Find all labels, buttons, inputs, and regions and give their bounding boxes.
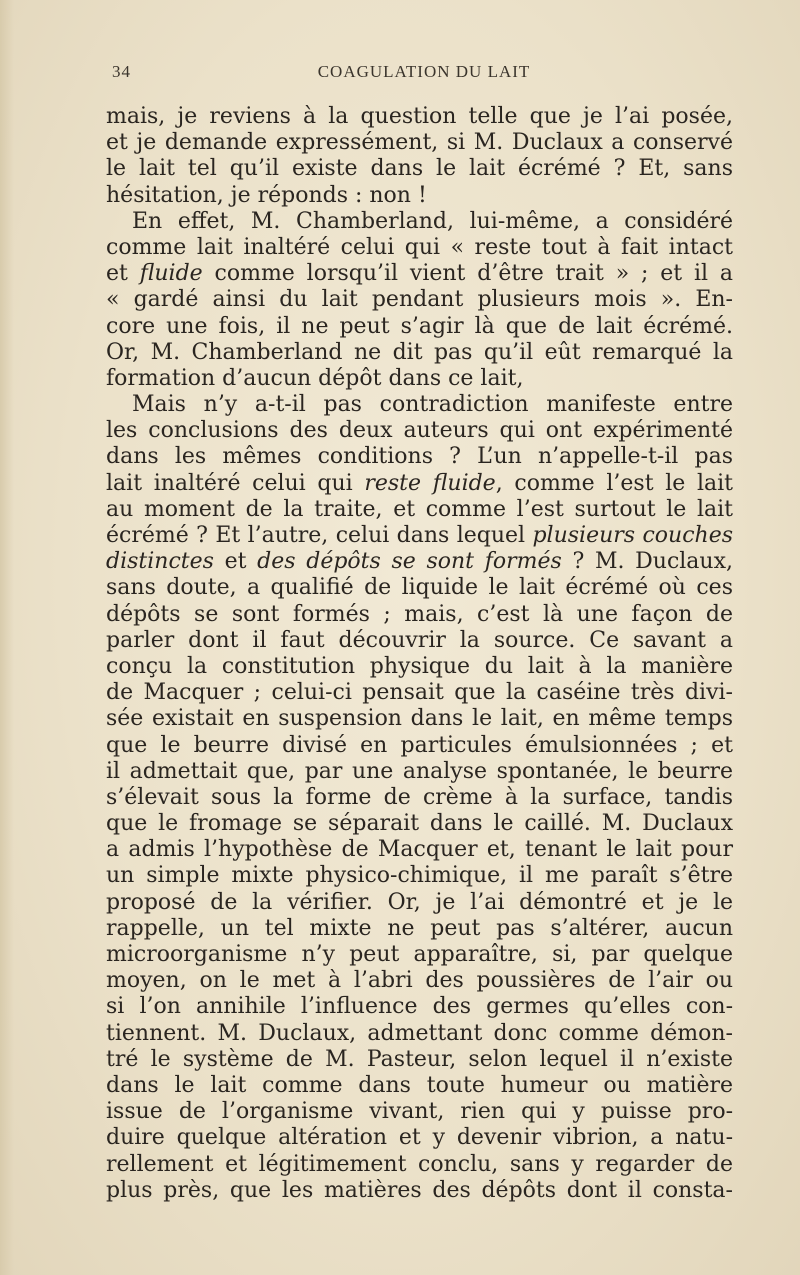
text-segment: Or, M. Chamberland ne dit pas qu’il eût remarqué la xyxy=(106,339,733,365)
text-line xyxy=(106,575,733,601)
text-segment: et je demande expressément, si M. Duclaux a conservé xyxy=(106,130,733,156)
text-line xyxy=(106,1125,733,1151)
italic-text: plusieurs couches xyxy=(532,523,734,548)
text-line xyxy=(106,444,733,470)
text-segment: parler dont il faut découvrir la source. Ce savant a xyxy=(106,627,733,653)
text-line xyxy=(106,706,733,732)
text-segment: il admettait que, par une analyse spontanée, le beurre xyxy=(106,758,733,784)
text-segment: et xyxy=(106,261,140,287)
text-segment: conçu la constitution physique du lait à la manière xyxy=(106,653,733,679)
text-line xyxy=(106,314,733,340)
text-segment: dans le lait comme dans toute humeur ou matière xyxy=(106,1072,733,1098)
text-line xyxy=(106,733,733,759)
text-segment: un simple mixte physico-chimique, il me paraît s’être xyxy=(106,863,733,889)
page-number: 34 xyxy=(112,62,131,81)
text-segment: et xyxy=(213,549,258,575)
text-line xyxy=(106,209,733,235)
body-text xyxy=(106,104,733,1204)
text-segment: que le fromage se séparait dans le caillé. M. Duclaux xyxy=(106,811,733,837)
text-line xyxy=(106,602,733,628)
italic-text: fluide xyxy=(139,261,203,287)
italic-text: distinctes xyxy=(106,549,214,575)
text-segment: sans doute, a qualifié de liquide le lait écrémé où ces xyxy=(106,575,733,601)
text-segment: formation d’aucun dépôt dans ce lait, xyxy=(106,365,524,391)
text-segment: les conclusions des deux auteurs qui ont expérimenté xyxy=(106,418,733,444)
text-segment: tré le système de M. Pasteur, selon lequel il n’existe xyxy=(106,1046,733,1072)
text-line xyxy=(106,497,733,523)
text-line xyxy=(106,261,733,287)
text-segment: au moment de la traite, et comme l’est surtout le lait xyxy=(106,496,733,522)
text-segment: lait inaltéré celui qui xyxy=(106,470,365,496)
text-segment: microorganisme n’y peut apparaître, si, par quelque xyxy=(106,942,733,967)
text-line xyxy=(106,916,733,942)
text-segment: a admis l’hypothèse de Macquer et, tenant le lait pour xyxy=(106,837,733,863)
text-segment: le lait tel qu’il existe dans le lait écrémé ? Et, sans xyxy=(106,156,733,182)
text-segment: En effet, M. Chamberland, lui-même, a considéré xyxy=(132,208,733,234)
text-line xyxy=(106,811,733,837)
text-line xyxy=(106,130,733,156)
running-title: COAGULATION DU LAIT xyxy=(317,62,531,81)
text-line xyxy=(106,1152,733,1178)
text-segment: proposé de la vérifier. Or, je l’ai démontré et je le xyxy=(106,889,733,915)
italic-text: reste fluide xyxy=(364,470,496,496)
text-line xyxy=(106,366,733,392)
text-segment: s’élevait sous la forme de crème à la surface, tandis xyxy=(106,784,733,810)
text-segment: plus près, que les matières des dépôts dont il consta- xyxy=(106,1177,733,1203)
text-line xyxy=(106,968,733,994)
text-segment: sée existait en suspension dans le lait, en même temps xyxy=(106,706,733,732)
text-segment: comme lorsqu’il vient d’être trait » ; et il a xyxy=(202,261,733,287)
text-segment: moyen, on le met à l’abri des poussières de l’air ou xyxy=(106,968,733,994)
text-line xyxy=(106,942,733,968)
text-line xyxy=(106,471,733,497)
text-line xyxy=(106,994,733,1020)
text-segment: dans les mêmes conditions ? L’un n’appelle-t-il pas xyxy=(106,444,733,470)
text-line xyxy=(106,837,733,863)
text-segment: , comme l’est le lait xyxy=(495,470,733,496)
text-line xyxy=(106,890,733,916)
text-segment: comme lait inaltéré celui qui « reste tout à fait intact xyxy=(106,234,733,260)
text-line xyxy=(106,104,733,130)
text-segment: rellement et légitimement conclu, sans y regarder de xyxy=(106,1151,733,1177)
text-segment: tiennent. M. Duclaux, admettant donc comme démon- xyxy=(106,1020,733,1046)
text-segment: hésitation, je réponds : non ! xyxy=(106,182,427,208)
page-header xyxy=(112,62,736,86)
text-line xyxy=(106,340,733,366)
text-line xyxy=(106,1021,733,1047)
text-line xyxy=(106,156,733,182)
text-line xyxy=(106,523,733,549)
text-line xyxy=(106,183,733,209)
text-line xyxy=(106,785,733,811)
text-segment: core une fois, il ne peut s’agir là que de lait écrémé. xyxy=(106,313,733,339)
text-segment: « gardé ainsi du lait pendant plusieurs mois ». En- xyxy=(106,287,733,313)
text-line xyxy=(106,287,733,313)
text-line xyxy=(106,863,733,889)
text-line xyxy=(106,549,733,575)
text-segment: rappelle, un tel mixte ne peut pas s’altérer, aucun xyxy=(106,915,733,941)
text-segment: dépôts se sont formés ; mais, c’est là une façon de xyxy=(106,601,733,627)
text-segment: mais, je reviens à la question telle que je l’ai posée, xyxy=(106,104,733,129)
text-segment: si l’on annihile l’influence des germes qu’elles con- xyxy=(106,994,733,1020)
text-line xyxy=(106,628,733,654)
text-line xyxy=(106,235,733,261)
text-segment: écrémé ? Et l’autre, celui dans lequel xyxy=(106,523,533,548)
text-line xyxy=(106,1178,733,1204)
text-line xyxy=(106,654,733,680)
text-segment: ? M. Duclaux, xyxy=(561,549,733,575)
text-segment: issue de l’organisme vivant, rien qui y puisse pro- xyxy=(106,1099,733,1125)
text-segment: Mais n’y a-t-il pas contradiction manifeste entre xyxy=(132,392,733,418)
text-segment: de Macquer ; celui-ci pensait que la caséine très divi- xyxy=(106,680,733,706)
text-line xyxy=(106,418,733,444)
text-segment: que le beurre divisé en particules émulsionnées ; et xyxy=(106,732,733,758)
text-line xyxy=(106,680,733,706)
text-line xyxy=(106,1073,733,1099)
italic-text: des dépôts se sont formés xyxy=(257,549,562,575)
text-line xyxy=(106,1047,733,1073)
text-line xyxy=(106,759,733,785)
text-line xyxy=(106,1099,733,1125)
text-segment: duire quelque altération et y devenir vibrion, a natu- xyxy=(106,1125,733,1151)
text-line xyxy=(106,392,733,418)
